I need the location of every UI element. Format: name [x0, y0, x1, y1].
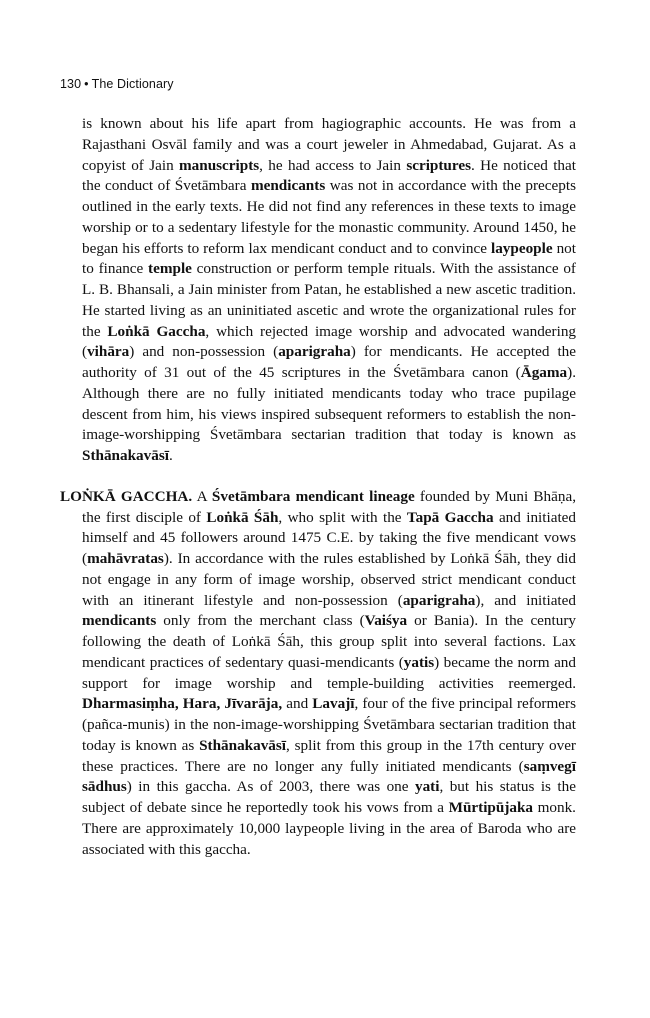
bold-term: mahāvratas [87, 550, 164, 567]
text-run: ) and non-possession ( [129, 343, 279, 361]
bold-term: Sthānakavāsī [82, 447, 169, 464]
text-run: construction or perform temple rituals. With the assistance of L. B. Bhansali, a Jain minister from Patan, he established a new ascetic tradition. He started living as an uninitiated ascetic and wrote the organizational rules for the [82, 260, 576, 340]
bold-term: laypeople [490, 239, 553, 257]
text-run: ). In accordance with the rules established by Loṅkā Śāh, they did not engage in any form of image worship, observed strict mendicant conduct with an itinerant lifestyle and non-possession ( [82, 550, 576, 609]
dictionary-entry-lonka-gaccha [60, 487, 576, 861]
paragraph-continuation [60, 114, 576, 467]
bold-term: scriptures [406, 156, 471, 174]
text-run: ), and initiated [475, 591, 576, 609]
bold-term: LOṄKĀ GACCHA. [60, 487, 193, 505]
bold-term: Mūrtipūjaka [448, 799, 534, 816]
text-run: not to finance [82, 239, 576, 278]
bold-term: Loṅkā Gaccha [107, 322, 206, 340]
bold-term: mendicants [82, 612, 157, 630]
bold-term: mendicants [250, 177, 326, 195]
text-run: ). Although there are no fully initiated mendicants today who trace pupilage descent from him, his views inspired subsequent reformers to establish the non-image-worshipping Śvetāmbara sectarian tradition that today is known as [82, 364, 576, 444]
text-run: , who split with the [278, 508, 407, 526]
text-run: was not in accordance with the precepts outlined in the early texts. He did not find any references in these texts to image worship or to a sedentary lifestyle for the monastic community. Around 1450, he began his efforts to reform lax mendicant conduct and to convince [82, 177, 576, 257]
bold-term: yati [414, 778, 440, 796]
text-run: , but his status is the subject of debate since he reportedly took his vows from a [82, 778, 576, 816]
text-run: founded by Muni Bhāṇa, the first disciple of [82, 487, 576, 526]
text-run: , which rejected image worship and advocated wandering ( [82, 322, 577, 361]
bold-term: Āgama [520, 364, 568, 381]
bold-term: yatis [403, 653, 435, 671]
page-number: 130 [60, 77, 82, 91]
text-run: , four of the five principal reformers (pañca-munis) in the non-image-worshipping Śvetāmbara sectarian tradition that today is known as [82, 695, 577, 754]
text-run: monk. There are approximately 10,000 laypeople living in the area of Baroda who are associated with this gaccha. [82, 799, 576, 858]
bold-term: Śvetāmbara mendicant lineage [211, 487, 415, 505]
text-run: only from the merchant class ( [156, 612, 365, 630]
bold-term: manuscripts [179, 156, 260, 174]
text-run: is known about his life apart from hagiographic accounts. He was from a Rajasthani Osvāl family and was a court jeweler in Ahmedabad, Gujarat. As a copyist of Jain [82, 115, 576, 174]
bold-term: vihāra [87, 343, 130, 361]
bold-term: Sthānakavāsī [199, 736, 287, 754]
bold-term: saṃvegī sādhus [82, 757, 576, 796]
text-run: or Bania). In the century following the death of Loṅkā Śāh, this group split into several factions. Lax mendicant practices of sedentary quasi-mendicants ( [82, 612, 576, 671]
bold-term: Loṅkā Śāh [206, 508, 279, 526]
bold-term: Tapā Gaccha [406, 508, 494, 526]
text-run: ) in this gaccha. As of 2003, there was one [126, 778, 415, 796]
text-run: ) became the norm and support for image worship and temple-building activities reemerged. [82, 653, 576, 692]
text-run: A [192, 487, 212, 505]
text-run: and initiated himself and 45 followers around 1475 C.E. by taking the five mendicant vows ( [82, 508, 576, 567]
body-text [60, 114, 576, 860]
bold-term: Dharmasiṃha, Hara, Jīvarāja, [82, 695, 283, 713]
text-run: , he had access to Jain [259, 156, 407, 174]
text-run: . He noticed that the conduct of Śvetāmbara [82, 156, 576, 195]
bold-term: Vaiśya [364, 612, 408, 630]
bold-term: Lavajī [312, 695, 355, 713]
header-section-title: The Dictionary [91, 77, 174, 91]
bold-term: aparigraha [278, 343, 351, 361]
header-bullet: • [84, 77, 89, 91]
text-run: . [168, 447, 173, 464]
text-run: and [282, 695, 313, 713]
text-run: , split from this group in the 17th century over these practices. There are no longer any fully initiated mendicants ( [82, 736, 576, 775]
text-run: ) for mendicants. He accepted the authority of 31 out of the 45 scriptures in the Śvetāmbara canon ( [82, 343, 577, 381]
bold-term: aparigraha [402, 591, 476, 609]
running-header [60, 77, 174, 91]
bold-term: temple [148, 260, 192, 278]
